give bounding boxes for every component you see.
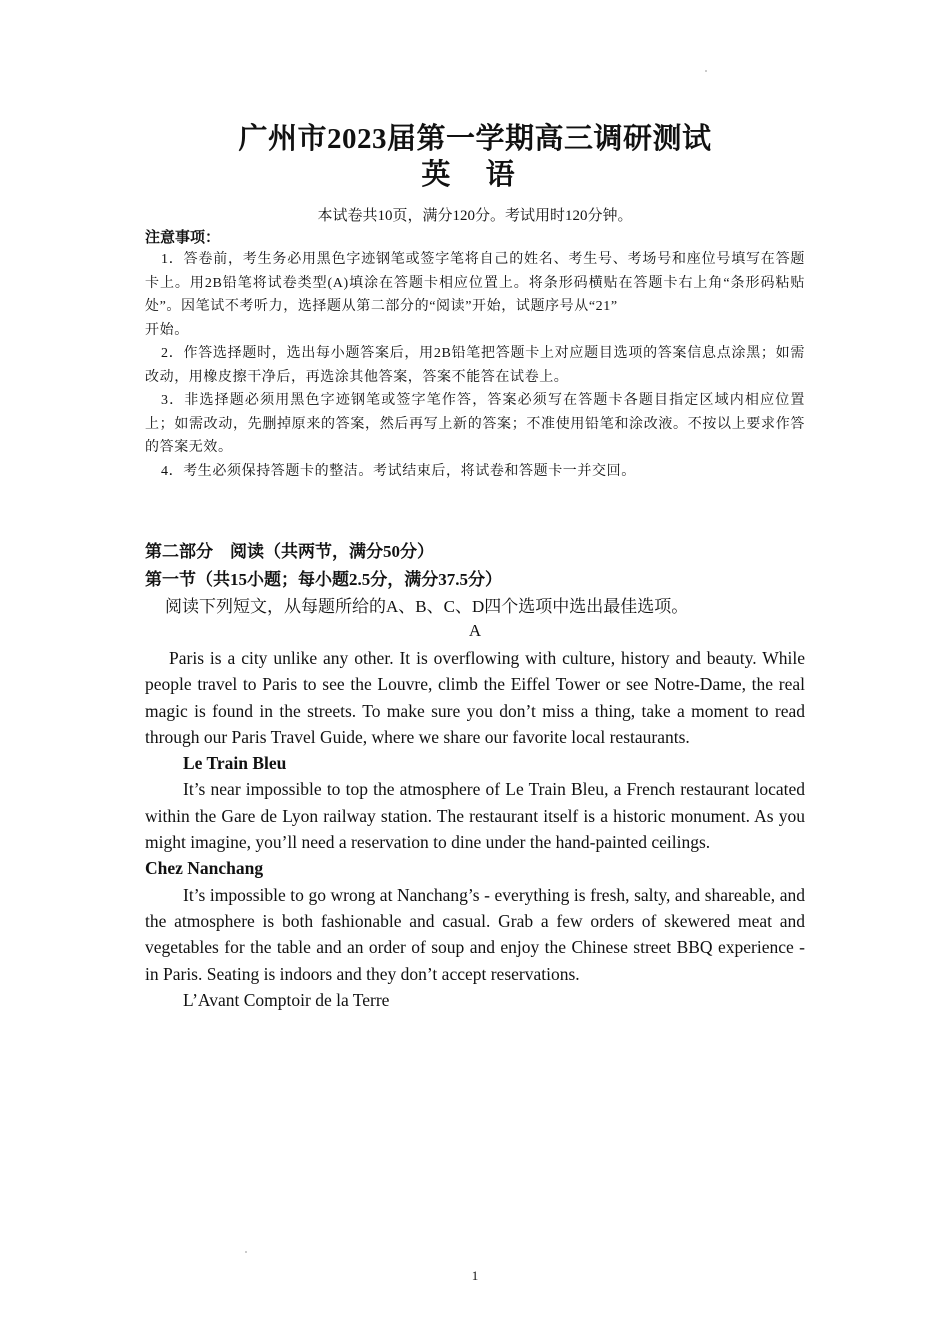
restaurant-description: It’s near impossible to top the atmosphere of Le Train Bleu, a French restaurant located within the Gare de Lyon railway station. The restaurant itself is a historic monument. As you might imagine, you’ll need a reservation to dine under the hand-painted ceilings. — [145, 779, 805, 853]
subsection-heading: 第一节（共15小题；每小题2.5分，满分37.5分） — [145, 570, 502, 589]
note-item: 3．非选择题必须用黑色字迹钢笔或签字笔作答，答案必须写在答题卡各题目指定区域内相应位置上；如需改动，先删掉原来的答案，然后再写上新的答案；不准使用铅笔和涂改液。不按以上要求作答的答案无效。 — [145, 393, 805, 455]
page-number: 1 — [471, 1268, 479, 1283]
note-item: 2．作答选择题时，选出每小题答案后，用2B铅笔把答题卡上对应题目选项的答案信息点涂黑；如需改动，用橡皮擦干净后，再选涂其他答案，答案不能答在试卷上。 — [145, 346, 805, 385]
exam-info: 本试卷共10页，满分120分。考试用时120分钟。 — [317, 208, 633, 224]
subject-title: 英 语 — [421, 159, 529, 191]
notes-list — [145, 248, 805, 483]
restaurant-heading: Chez Nanchang — [145, 858, 264, 879]
part-heading: 第二部分 阅读（共两节，满分50分） — [145, 542, 434, 561]
passage-intro: Paris is a city unlike any other. It is overflowing with culture, history and beauty. While people travel to Paris to see the Louvre, climb the Eiffel Tower or see Notre-Dame, the real magic is found in the streets. To make sure you don’t miss a thing, take a moment to read through our Paris Travel Guide, where we share our favorite local restaurants. — [145, 648, 805, 747]
note-item: 4．考生必须保持答题卡的整洁。考试结束后，将试卷和答题卡一并交回。 — [161, 463, 636, 479]
exam-title: 广州市2023届第一学期高三调研测试 — [238, 123, 712, 155]
reading-instruction: 阅读下列短文，从每题所给的A、B、C、D四个选项中选出最佳选项。 — [165, 597, 689, 616]
notes-heading: 注意事项： — [145, 230, 221, 246]
scan-speck — [705, 70, 707, 72]
note-item: 开始。 — [145, 322, 189, 338]
passage-label: A — [468, 621, 482, 640]
restaurant-heading: Le Train Bleu — [183, 753, 287, 774]
note-item: 1．答卷前，考生务必用黑色字迹钢笔或签字笔将自己的姓名、考生号、考场号和座位号填写在答题卡上。用2B铅笔将试卷类型(A)填涂在答题卡相应位置上。将条形码横贴在答题卡右上角“条形码粘贴处”。因笔试不考听力，选择题从第二部分的“阅读”开始，试题序号从“21” — [145, 252, 805, 314]
scan-speck — [245, 1251, 247, 1253]
restaurant-heading: L’Avant Comptoir de la Terre — [183, 989, 390, 1010]
restaurant-description: It’s impossible to go wrong at Nanchang’s - everything is fresh, salty, and shareable, and the atmosphere is both fashionable and casual. Grab a few orders of skewered meat and vegetables for the table and an order of soup and enjoy the Chinese street BBQ experience - in Paris. Seating is indoors and they don’t accept reservations. — [145, 884, 805, 984]
passage-body — [145, 645, 805, 1013]
